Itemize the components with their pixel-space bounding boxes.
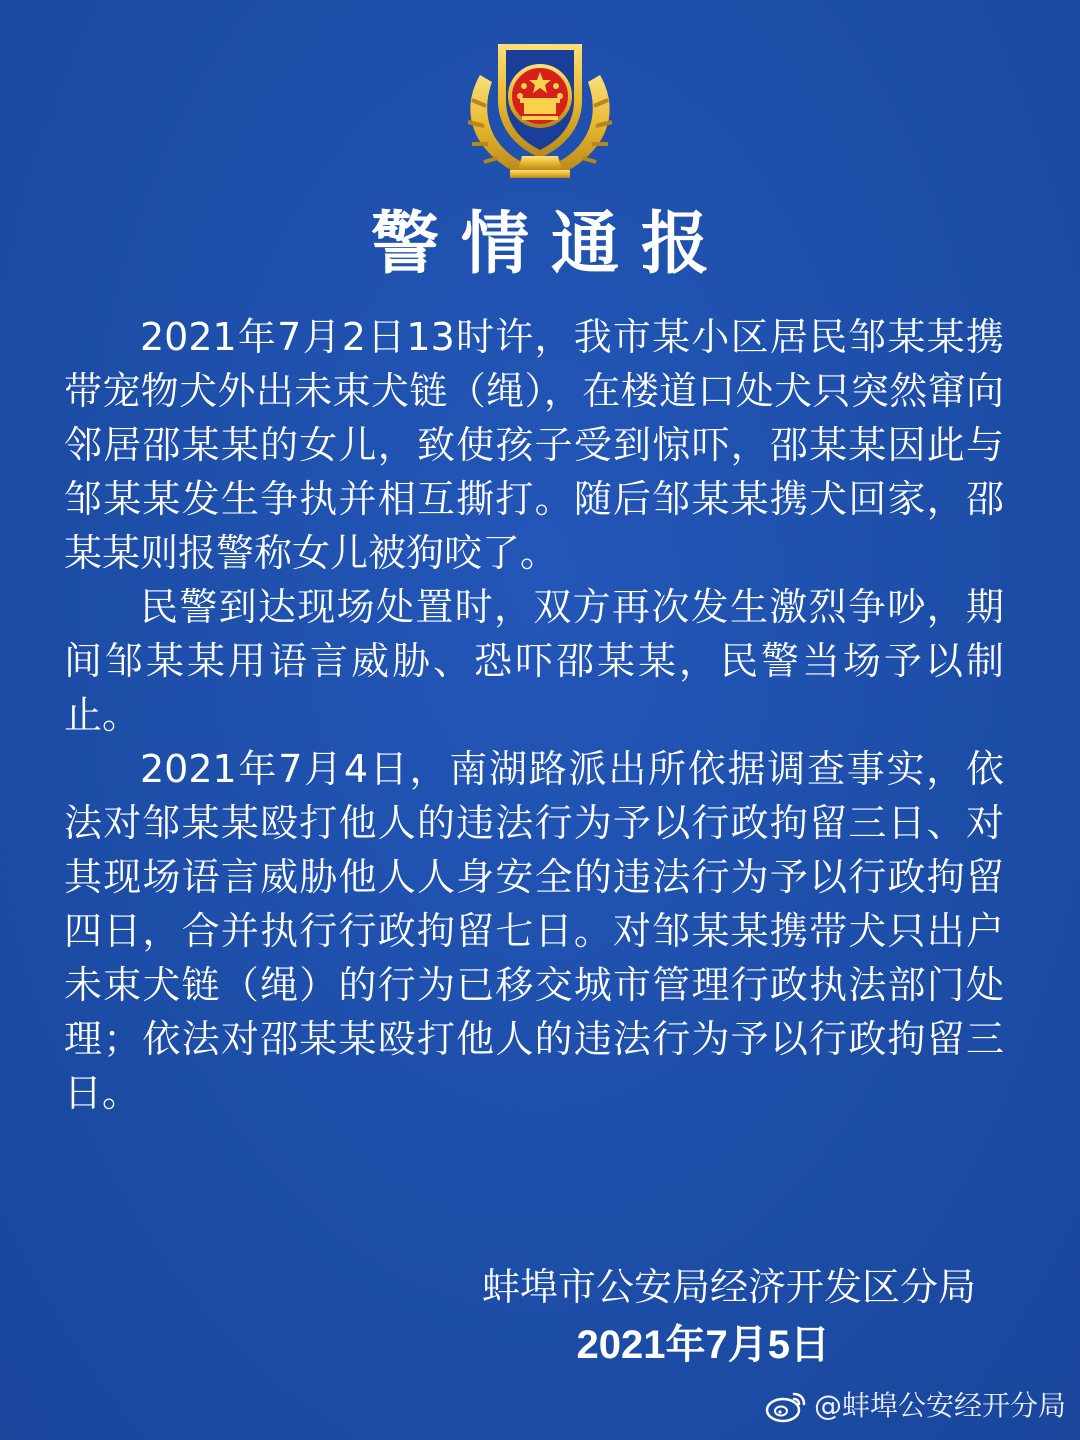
signature-organization: 蚌埠市公安局经济开发区分局	[481, 1265, 976, 1309]
paragraph-3: 2021年7月4日，南湖路派出所依据调查事实，依法对邹某某殴打他人的违法行为予以行政拘留三日、对其现场语言威胁他人人身安全的违法行为予以行政拘留四日，合并执行行政拘留七日。对邹某某携带犬只出户未束犬链（绳）的行为已移交城市管理行政执法部门处理；依法对邵某某殴打他人的违法行为予以行政拘留三日。	[64, 747, 1004, 1115]
police-emblem-icon	[450, 30, 630, 185]
notice-body	[64, 310, 1004, 1120]
weibo-icon	[764, 1388, 808, 1424]
paragraph-2: 民警到达现场处置时，双方再次发生激烈争吵，期间邹某某用语言威胁、恐吓邵某某，民警当场予以制止。	[64, 585, 1004, 737]
weibo-watermark	[764, 1386, 1066, 1426]
page-title: 警情通报	[370, 205, 731, 284]
watermark-account: @蚌埠公安经开分局	[813, 1389, 1066, 1422]
signature-date: 2021年7月5日	[576, 1323, 830, 1367]
paragraph-1: 2021年7月2日13时许，我市某小区居民邹某某携带宠物犬外出未束犬链（绳），在楼道口处犬只突然窜向邻居邵某某的女儿，致使孩子受到惊吓，邵某某因此与邹某某发生争执并相互撕打。随后邹某某携犬回家，邵某某则报警称女儿被狗咬了。	[64, 315, 1004, 575]
